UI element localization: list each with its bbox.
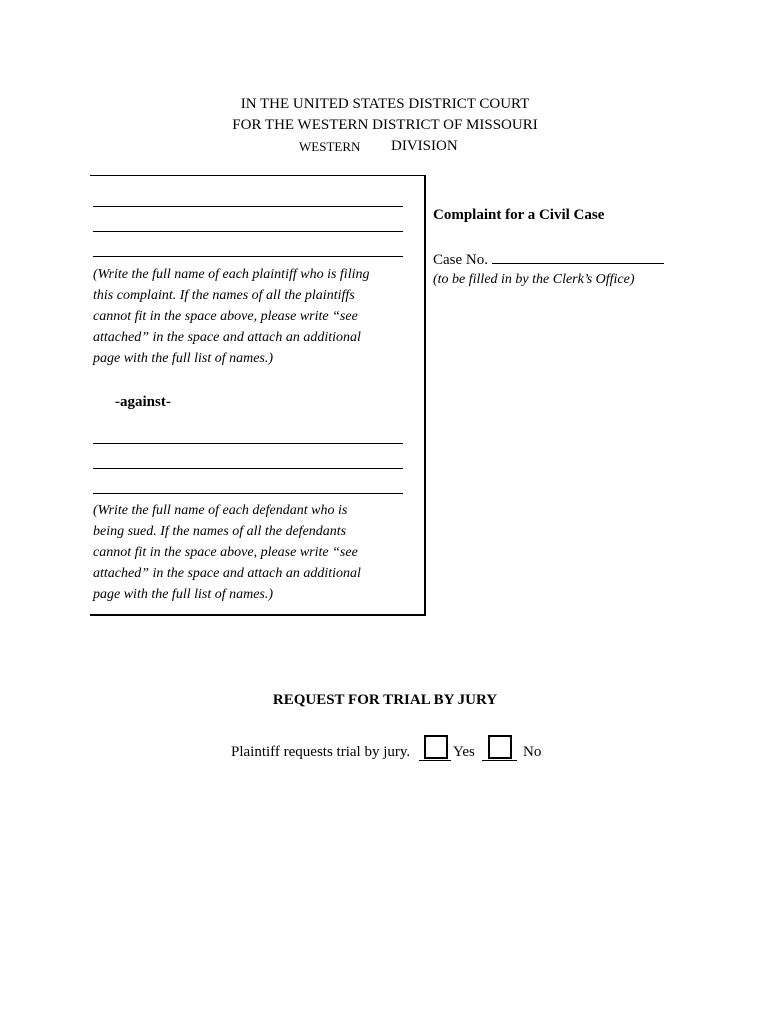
defendant-instructions-line: cannot fit in the space above, please write “see bbox=[93, 545, 358, 560]
case-number-label: Case No. bbox=[433, 252, 488, 268]
case-number-field[interactable] bbox=[492, 249, 664, 264]
jury-request-prompt: Plaintiff requests trial by jury. bbox=[231, 744, 411, 760]
yes-label: Yes bbox=[453, 744, 475, 760]
plaintiff-name-field-3[interactable] bbox=[93, 256, 403, 257]
defendant-instructions-line: (Write the full name of each defendant who is bbox=[93, 503, 348, 518]
defendant-instructions bbox=[93, 500, 413, 605]
case-number-note: (to be filled in by the Clerk’s Office) bbox=[433, 272, 635, 287]
case-caption-box bbox=[90, 175, 426, 616]
no-checkbox[interactable] bbox=[488, 735, 512, 759]
court-name-line-2: FOR THE WESTERN DISTRICT OF MISSOURI bbox=[232, 117, 538, 133]
plaintiff-name-field-1[interactable] bbox=[93, 206, 403, 207]
against-label: -against- bbox=[115, 394, 171, 410]
complaint-title: Complaint for a Civil Case bbox=[433, 207, 605, 223]
plaintiff-instructions-line: attached” in the space and attach an additional bbox=[93, 330, 361, 345]
division-label: DIVISION bbox=[391, 138, 458, 154]
yes-underline bbox=[419, 760, 451, 761]
defendant-instructions-line: page with the full list of names.) bbox=[93, 587, 274, 602]
division-name: WESTERN bbox=[299, 139, 361, 154]
defendant-instructions-line: being sued. If the names of all the defendants bbox=[93, 524, 347, 539]
defendant-name-field-3[interactable] bbox=[93, 493, 403, 494]
no-label: No bbox=[523, 744, 542, 760]
no-underline bbox=[482, 760, 517, 761]
defendant-instructions-line: attached” in the space and attach an additional bbox=[93, 566, 361, 581]
court-name-line-1: IN THE UNITED STATES DISTRICT COURT bbox=[240, 96, 530, 112]
yes-checkbox[interactable] bbox=[424, 735, 448, 759]
plaintiff-instructions-line: (Write the full name of each plaintiff who is filing bbox=[93, 267, 370, 282]
defendant-name-field-2[interactable] bbox=[93, 468, 403, 469]
plaintiff-name-field-2[interactable] bbox=[93, 231, 403, 232]
plaintiff-instructions-line: page with the full list of names.) bbox=[93, 351, 274, 366]
plaintiff-instructions bbox=[93, 264, 413, 369]
division-row bbox=[0, 138, 770, 158]
jury-request-heading: REQUEST FOR TRIAL BY JURY bbox=[272, 692, 498, 708]
plaintiff-instructions-line: this complaint. If the names of all the plaintiffs bbox=[93, 288, 355, 303]
case-number-row bbox=[433, 249, 664, 269]
plaintiff-instructions-line: cannot fit in the space above, please write “see bbox=[93, 309, 358, 324]
defendant-name-field-1[interactable] bbox=[93, 443, 403, 444]
